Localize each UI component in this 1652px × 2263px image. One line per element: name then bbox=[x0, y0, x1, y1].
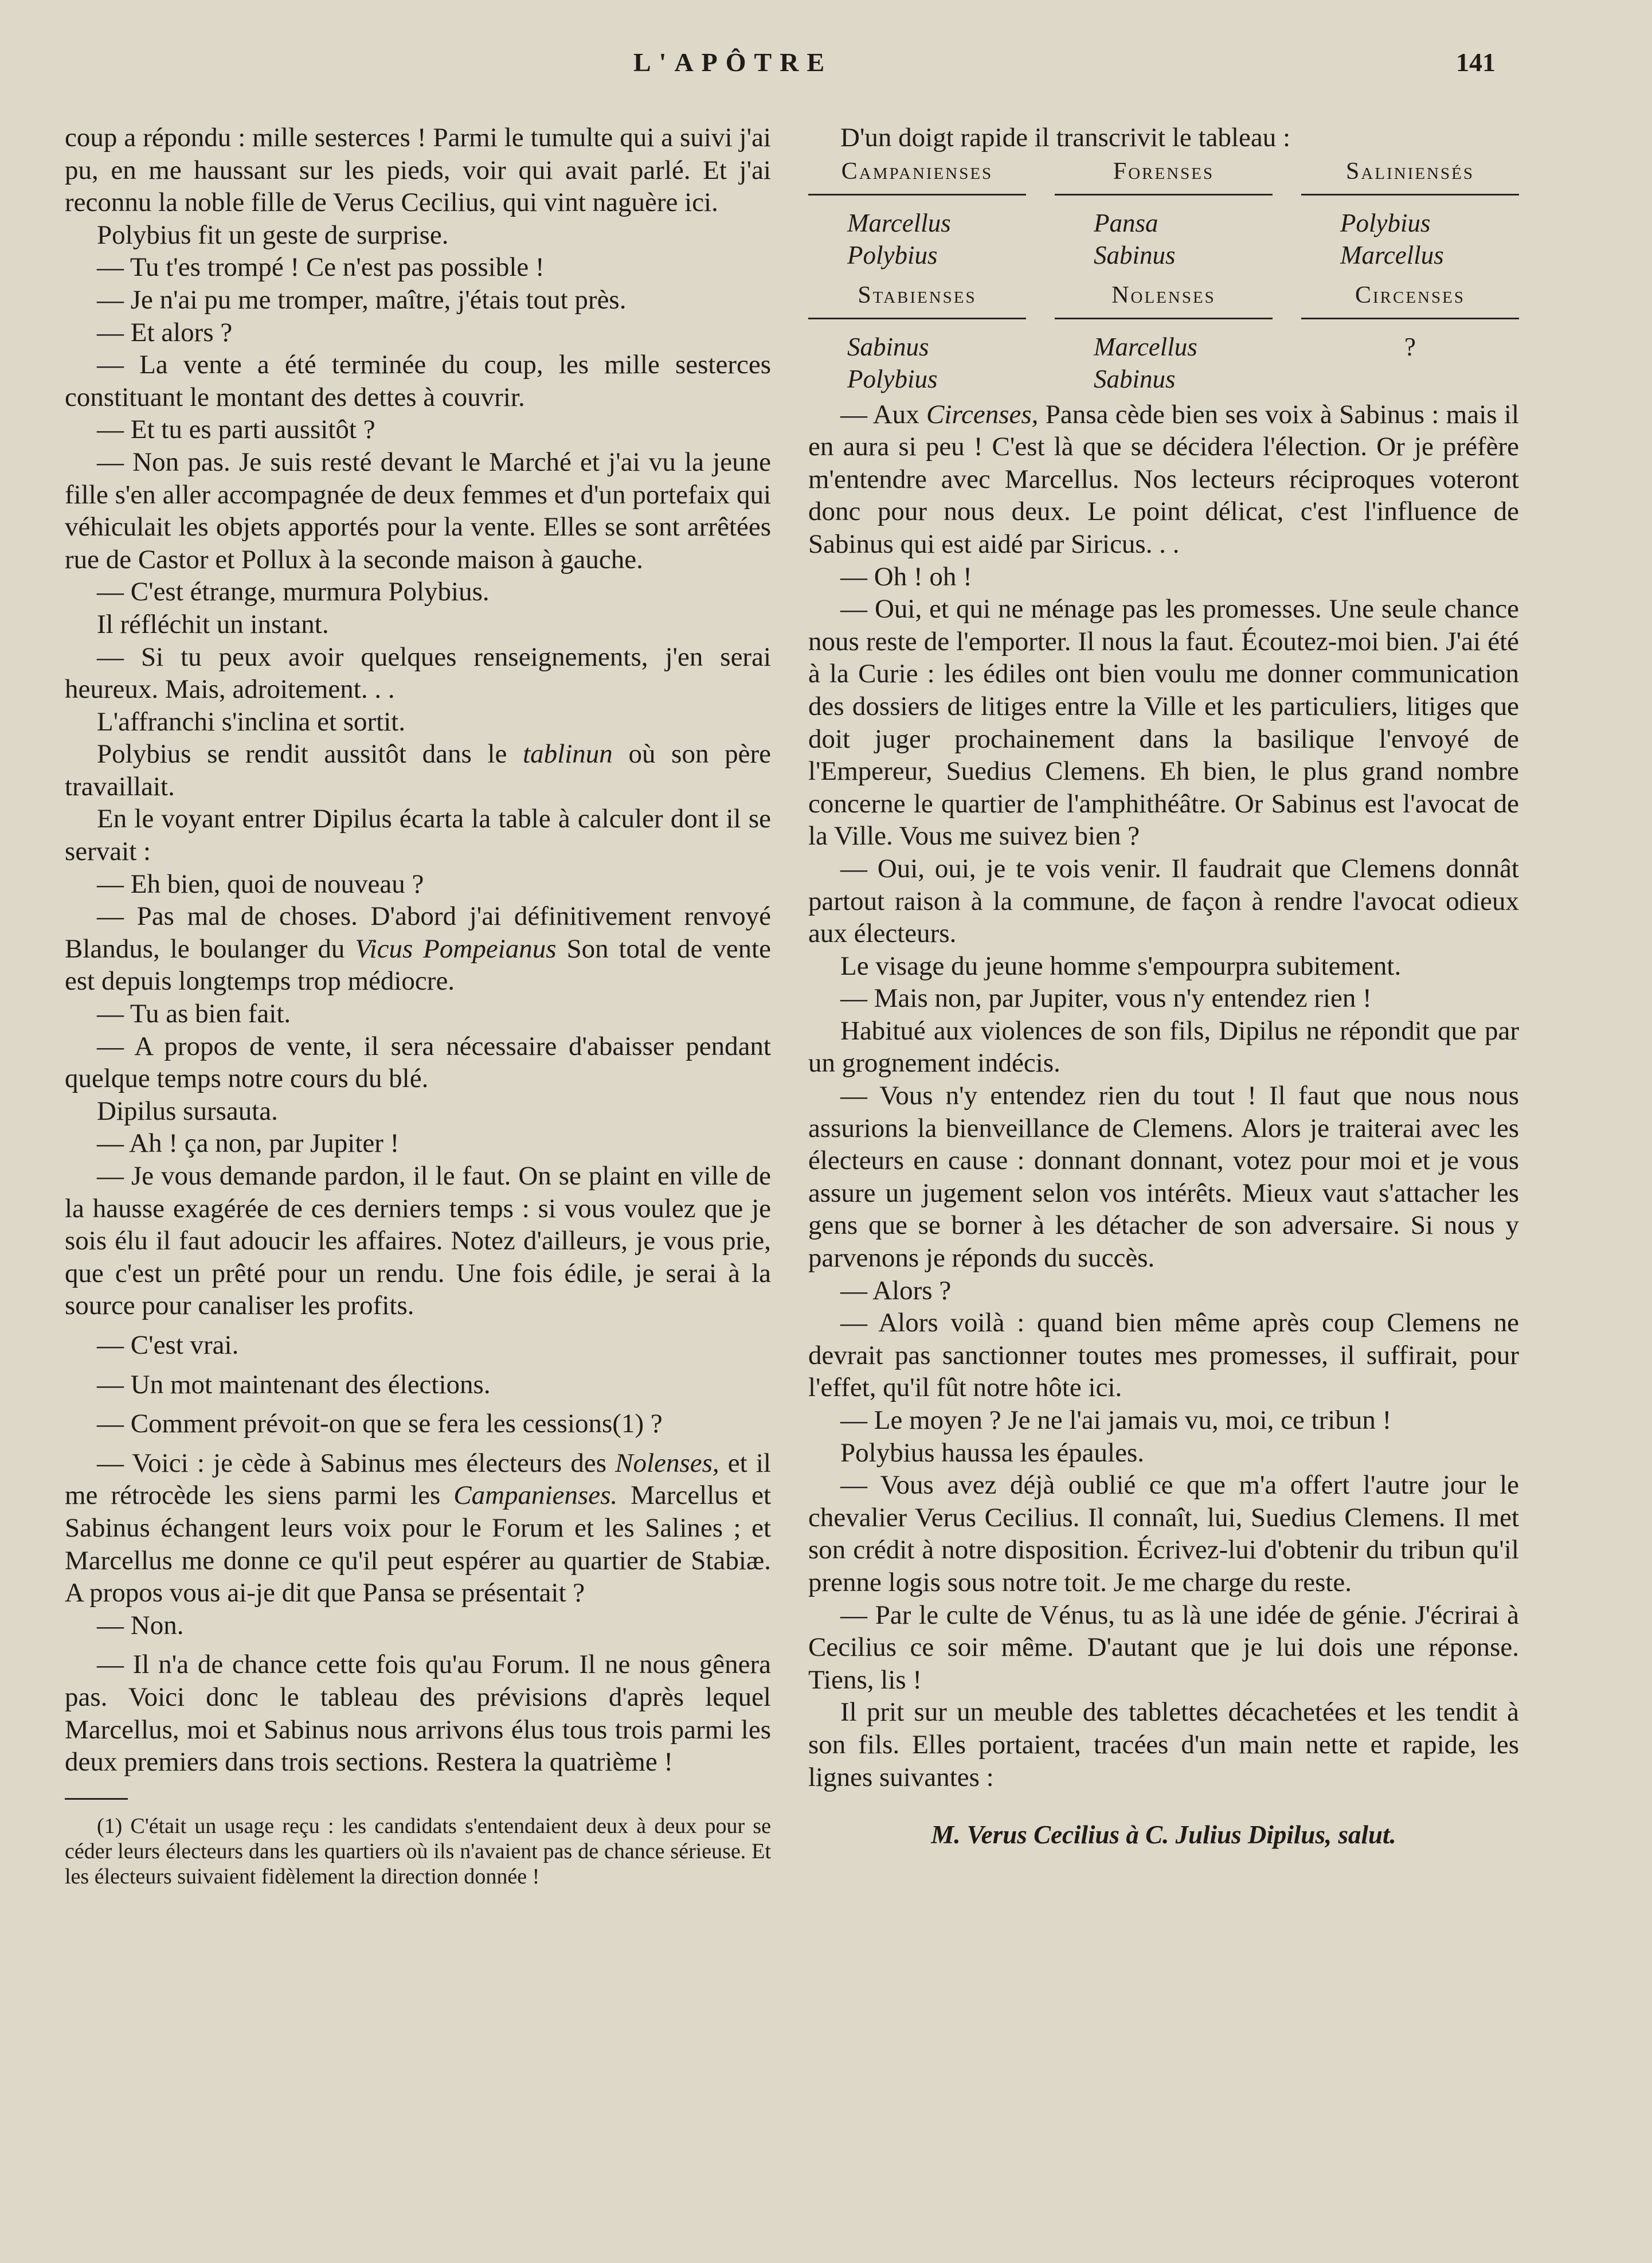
paragraph: — Voici : je cède à Sabinus mes électeurs des Nolenses, et il me rétrocède les siens parmi les Campanienses. Marcellus et Sabinus échangent leurs voix pour le Forum et les Salines ; et Marcellus me donne ce qu'il peut espérer au quartier de Stabiæ. A propos vous ai-je dit que Pansa se présentait ? bbox=[65, 1448, 772, 1608]
running-title: L'APÔTRE bbox=[633, 48, 833, 77]
table-header-cell: Nolenses bbox=[1055, 279, 1273, 319]
paragraph: Polybius fit un geste de surprise. bbox=[97, 220, 449, 250]
paragraph: — Je n'ai pu me tromper, maître, j'étais tout près. bbox=[97, 284, 627, 315]
paragraph: — Oh ! oh ! bbox=[840, 561, 972, 592]
paragraph: — Comment prévoit-on que se fera les cessions(1) ? bbox=[97, 1409, 663, 1439]
paragraph: — Si tu peux avoir quelques renseignements, j'en serai heureux. Mais, adroitement. . . bbox=[65, 642, 771, 705]
page-number: 141 bbox=[1456, 48, 1496, 77]
paragraph: — C'est vrai. bbox=[97, 1330, 239, 1360]
table-header-row bbox=[808, 158, 1519, 196]
paragraph: En le voyant entrer Dipilus écarta la table à calculer dont il se servait : bbox=[65, 804, 771, 867]
paragraph: Le visage du jeune homme s'empourpra subitement. bbox=[840, 951, 1402, 981]
paragraph: — Aux Circenses, Pansa cède bien ses voix à Sabinus : mais il en aura si peu ! C'est là que se décidera l'élection. Or je préfère m'entendre avec Marcellus. Nos lecteurs réciproques voteront donc pour nous deux. Le point délicat, c'est l'influence de Sabinus qui est aidé par Siricus. . . bbox=[808, 399, 1520, 559]
paragraph: — C'est étrange, murmura Polybius. bbox=[97, 577, 490, 607]
paragraph: — Tu t'es trompé ! Ce n'est pas possible ! bbox=[97, 252, 545, 283]
paragraph: — Je vous demande pardon, il le faut. On se plaint en ville de la hausse exagérée de ces derniers temps : si vous voulez que je sois élu il faut adoucir les affaires. Notez d'ailleurs, je vous prie, que c'est un prêté pour un rendu. Une fois édile, je serai à la source pour canaliser les profits. bbox=[65, 1161, 771, 1321]
paragraph: — Alors ? bbox=[840, 1275, 952, 1306]
paragraph: — Pas mal de choses. D'abord j'ai définitivement renvoyé Blandus, le boulanger du Vicus Pompeianus Son total de vente est depuis longtemps trop médiocre. bbox=[65, 901, 772, 996]
paragraph: Polybius haussa les épaules. bbox=[840, 1437, 1144, 1468]
table-header-cell: Circenses bbox=[1301, 279, 1519, 319]
paragraph: — Vous avez déjà oublié ce que m'a offert l'autre jour le chevalier Verus Cecilius. Il connaît, lui, Suedius Clemens. Il met son crédit à notre disposition. Écrivez-lui d'obtenir du tribun qu'il prenne logis sous notre toit. Je me charge du reste. bbox=[808, 1470, 1519, 1597]
paragraph: Il réfléchit un instant. bbox=[97, 609, 329, 639]
page-header bbox=[0, 47, 1652, 81]
paragraph: — Et alors ? bbox=[97, 317, 233, 347]
paragraph: — Vous n'y entendez rien du tout ! Il faut que nous nous assurions la bienveillance de Clemens. Alors je traiterai avec les électeurs en cause : donnant donnant, votez pour moi et je vous assure un jugement selon vos intérêts. Mieux vaut s'attacher les gens que se borner à les détacher de son adversaire. Si nous y parvenons je réponds du succès. bbox=[808, 1081, 1519, 1273]
paragraph: — Non pas. Je suis resté devant le Marché et j'ai vu la jeune fille s'en aller accompagnée de deux femmes et d'un portefaix qui véhiculait les objets apportés pour la vente. Elles se sont arrêtées rue de Castor et Pollux à la seconde maison à gauche. bbox=[65, 447, 771, 574]
paragraph: L'affranchi s'inclina et sortit. bbox=[97, 706, 406, 737]
right-column bbox=[808, 122, 1519, 1851]
letter-salutation: M. Verus Cecilius à C. Julius Dipilus, salut. bbox=[931, 1820, 1396, 1850]
paragraph: Il prit sur un meuble des tablettes décachetées et les tendit à son fils. Elles portaient, tracées d'un main nette et rapide, les lignes suivantes : bbox=[808, 1697, 1519, 1792]
paragraph: coup a répondu : mille sesterces ! Parmi le tumulte qui a suivi j'ai pu, en me haussant sur les pieds, voir qui avait parlé. Et j'ai reconnu la noble fille de Verus Cecilius, qui vint naguère ici. bbox=[65, 123, 771, 218]
paragraph: — Et tu es parti aussitôt ? bbox=[97, 415, 375, 445]
table-header-cell: Saliniensés bbox=[1301, 155, 1519, 196]
paragraph: — Il n'a de chance cette fois qu'au Forum. Il ne nous gênera pas. Voici donc le tableau des prévisions d'après lequel Marcellus, moi et Sabinus nous arrivons élus tous trois parmi les deux premiers dans trois sections. Restera la quatrième ! bbox=[65, 1650, 771, 1777]
paragraph: — Par le culte de Vénus, tu as là une idée de génie. J'écrirai à Cecilius ce soir même. D'autant que je lui dois une réponse. Tiens, lis ! bbox=[808, 1600, 1519, 1695]
paragraph: — Ah ! ça non, par Jupiter ! bbox=[97, 1128, 400, 1159]
table-cell: Polybius Marcellus bbox=[1340, 208, 1444, 269]
table-cell: ? bbox=[1404, 332, 1416, 361]
paragraph: — Mais non, par Jupiter, vous n'y entendez rien ! bbox=[840, 983, 1372, 1014]
paragraph: — Oui, et qui ne ménage pas les promesses. Une seule chance nous reste de l'emporter. Il nous la faut. Écoutez-moi bien. J'ai été à la Curie : les édiles ont bien voulu me donner communication des dossiers de litiges entre la Ville et les particuliers, litiges que doit juger prochainement dans la basilique l'envoyé de l'Empereur, Suedius Clemens. Eh bien, le plus grand nombre concerne le quartier de l'amphithéâtre. Or Sabinus est l'avocat de la Ville. Vous me suivez bien ? bbox=[808, 594, 1519, 851]
paragraph: — Un mot maintenant des élections. bbox=[97, 1369, 491, 1400]
table-row bbox=[808, 331, 1519, 395]
footnote: (1) C'était un usage reçu : les candidats s'entendaient deux à deux pour se céder leurs électeurs dans les quartiers où ils n'avaient pas de chance sérieuse. Et les électeurs suivaient fidèlement la direction donnée ! bbox=[65, 1813, 771, 1889]
table-header-row bbox=[808, 282, 1519, 319]
paragraph: Habitué aux violences de son fils, Dipilus ne répondit que par un grognement indécis. bbox=[808, 1015, 1519, 1078]
paragraph: — Alors voilà : quand bien même après coup Clemens ne devrait pas sanctionner toutes mes promesses, il suffirait, pour l'effet, qu'il fût notre hôte ici. bbox=[808, 1308, 1519, 1403]
paragraph: — Eh bien, quoi de nouveau ? bbox=[97, 869, 424, 899]
paragraph: — Oui, oui, je te vois venir. Il faudrait que Clemens donnât partout raison à la commune, de façon à rendre l'avocat odieux aux électeurs. bbox=[808, 853, 1519, 949]
elections-table bbox=[808, 158, 1519, 395]
paragraph: — Non. bbox=[97, 1610, 184, 1640]
paragraph: — Le moyen ? Je ne l'ai jamais vu, moi, ce tribun ! bbox=[840, 1405, 1392, 1435]
paragraph: Dipilus sursauta. bbox=[97, 1096, 278, 1126]
table-cell: Marcellus Sabinus bbox=[1094, 332, 1197, 393]
table-row bbox=[808, 207, 1519, 271]
table-header-cell: Campanienses bbox=[808, 155, 1026, 196]
left-column bbox=[65, 122, 771, 1889]
footnote-rule bbox=[65, 1798, 128, 1800]
paragraph: D'un doigt rapide il transcrivit le tableau : bbox=[840, 123, 1291, 153]
paragraph: — Tu as bien fait. bbox=[97, 999, 291, 1029]
table-cell: Marcellus Polybius bbox=[847, 208, 951, 269]
table-header-cell: Stabienses bbox=[808, 279, 1026, 319]
paragraph: — La vente a été terminée du coup, les mille sesterces constituant le montant des dettes à couvrir. bbox=[65, 350, 771, 412]
paragraph: — A propos de vente, il sera nécessaire d'abaisser pendant quelque temps notre cours du blé. bbox=[65, 1031, 771, 1094]
paragraph: Polybius se rendit aussitôt dans le tablinun où son père travaillait. bbox=[65, 739, 772, 802]
table-header-cell: Forenses bbox=[1055, 155, 1273, 196]
table-cell: Pansa Sabinus bbox=[1094, 208, 1176, 269]
table-cell: Sabinus Polybius bbox=[847, 332, 938, 393]
